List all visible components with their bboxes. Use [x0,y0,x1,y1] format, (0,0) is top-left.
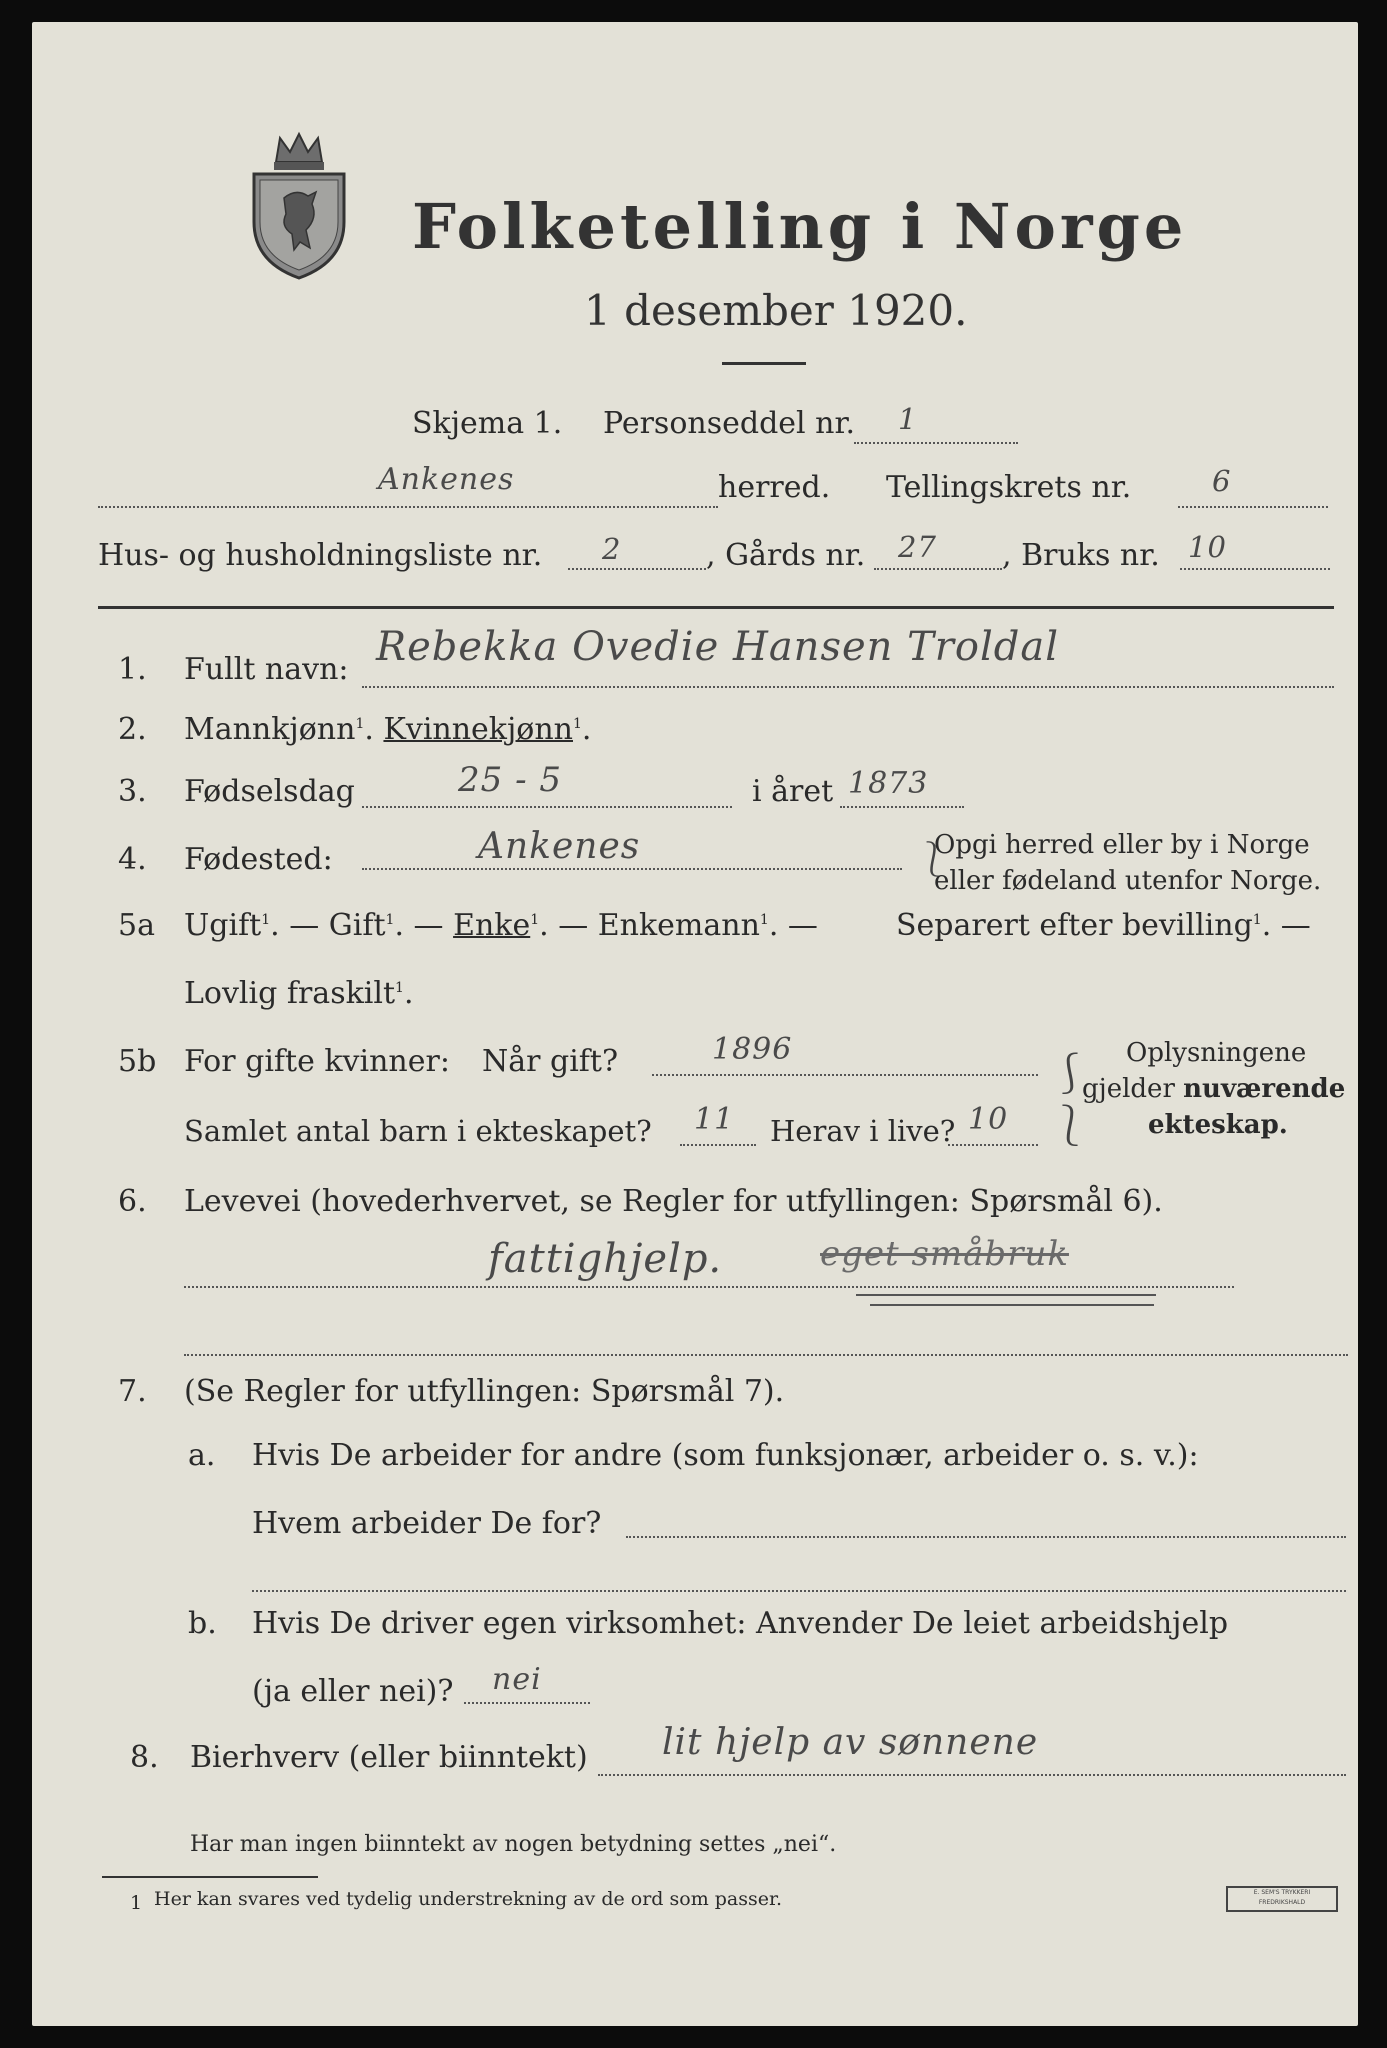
birth-date-value[interactable]: 25 - 5 [458,760,562,800]
option-enke[interactable]: Enke [453,908,531,943]
occupation-struck-value: eget småbruk [820,1234,1069,1274]
personseddel-value[interactable]: 1 [898,402,918,436]
q6-label: Levevei (hovederhvervet, se Regler for utfyllingen: Spørsmål 6). [184,1184,1163,1219]
herred-label: herred. [718,470,831,505]
q5a-number: 5a [118,908,155,943]
q6-dots-2 [184,1354,1348,1356]
q4-note-line1: Opgi herred eller by i Norge [934,830,1310,860]
gards-value[interactable]: 27 [898,530,937,564]
q6-underline-1 [856,1294,1156,1296]
census-date: 1 desember 1920. [584,286,968,335]
married-when-dots [652,1074,1038,1076]
title-divider [722,362,806,365]
option-fraskilt-wrap: Lovlig fraskilt$^1$. [184,976,414,1011]
q3-number: 3. [118,774,147,809]
bruks-value[interactable]: 10 [1188,530,1227,564]
herred-dots [98,506,718,508]
q7a-text: Hvis De arbeider for andre (som funksjonær, arbeider o. s. v.): [252,1438,1199,1473]
children-label: Samlet antal barn i ekteskapet? [184,1114,652,1148]
q3-label: Fødselsdag [184,774,355,809]
personseddel-label: Personseddel nr. [603,406,856,441]
footer-note: Har man ingen biinntekt av nogen betydning settes „nei“. [190,1832,837,1857]
q7b-dots [464,1702,590,1704]
year-label: i året [752,774,834,809]
gards-label: , Gårds nr. [706,538,866,573]
q4-label: Fødested: [184,842,333,877]
children-dots [680,1144,756,1146]
q5b-note-line3: ekteskap. [1148,1110,1288,1140]
q7a-number: a. [188,1438,216,1473]
tellingskrets-dots [1178,506,1328,508]
hus-value[interactable]: 2 [602,532,622,566]
header-separator [98,606,1334,609]
q5b-number: 5b [118,1044,157,1079]
q7-label: (Se Regler for utfyllingen: Spørsmål 7). [184,1374,785,1409]
census-form [32,22,1358,2026]
option-gift[interactable]: Gift [328,908,386,943]
alive-value[interactable]: 10 [968,1102,1009,1137]
q7b-text: Hvis De driver egen virksomhet: Anvender De leiet arbeidshjelp [252,1606,1229,1641]
q7b-number: b. [188,1606,217,1641]
q2-number: 2. [118,712,147,747]
q7a-dots-1 [626,1536,1346,1538]
q4-dots [362,868,902,870]
form-title: Folketelling i Norge [412,190,1188,263]
q6-dots-1 [184,1286,1234,1288]
herred-value[interactable]: Ankenes [378,462,515,497]
alive-dots [948,1144,1038,1146]
coat-of-arms-icon [246,130,352,280]
footnote-text: Her kan svares ved tydelig understrekning av de ord som passer. [154,1888,783,1910]
q7b-question: (ja eller nei)? [252,1674,454,1709]
q5b-label: For gifte kvinner: [184,1044,450,1079]
q5b-brace-bottom: ⎱ [1050,1103,1090,1149]
q5b-note-line1: Oplysningene [1126,1038,1307,1068]
q8-dots [598,1774,1346,1776]
printer-stamp: E. SEM'S TRYKKERI FREDRIKSHALD [1226,1886,1338,1912]
tellingskrets-value[interactable]: 6 [1212,464,1232,498]
year-dots [840,806,964,808]
birthplace-value[interactable]: Ankenes [478,826,641,867]
option-mannkjonn[interactable]: Mannkjønn [184,712,356,747]
married-when-label: Når gift? [482,1044,619,1079]
footnote-rule [102,1876,318,1878]
children-value[interactable]: 11 [694,1102,735,1137]
option-enkemann[interactable]: Enkemann [597,908,760,943]
bruks-dots [1180,568,1330,570]
alive-label: Herav i live? [770,1114,956,1148]
q4-note-line2: eller fødeland utenfor Norge. [934,866,1322,896]
q7-number: 7. [118,1374,147,1409]
tellingskrets-label: Tellingskrets nr. [886,470,1132,505]
q8-number: 8. [130,1740,159,1775]
personseddel-dots [854,442,1018,444]
hus-dots [568,568,706,570]
q2-options: Mannkjønn$^1$. Kvinnekjønn$^1$. [184,712,592,747]
full-name-value[interactable]: Rebekka Ovedie Hansen Troldal [376,624,1060,670]
q1-number: 1. [118,652,147,687]
option-separert[interactable]: Separert efter bevilling [896,908,1253,943]
q6-number: 6. [118,1184,147,1219]
option-separert-wrap: Separert efter bevilling$^1$. — [896,908,1311,943]
q5b-brace-top: ⎰ [1050,1051,1090,1097]
q1-label: Fullt navn: [184,652,349,687]
q8-label: Bierhverv (eller biinntekt) [190,1740,588,1775]
q3-dots [362,806,732,808]
birth-year-value[interactable]: 1873 [848,766,929,801]
bruks-label: , Bruks nr. [1002,538,1160,573]
footnote-number: 1 [130,1892,143,1914]
married-year-value[interactable]: 1896 [712,1032,793,1067]
employs-help-value[interactable]: nei [492,1662,542,1697]
q4-brace: ⎱ [916,840,950,880]
q6-underline-2 [870,1304,1154,1306]
q1-dots [362,686,1334,688]
option-fraskilt[interactable]: Lovlig fraskilt [184,976,396,1011]
option-ugift[interactable]: Ugift [184,908,262,943]
gards-dots [874,568,1002,570]
option-kvinnekjonn[interactable]: Kvinnekjønn [383,712,573,747]
q5b-note-line2: gjelder nuværende [1082,1074,1346,1104]
q7a-dots-2 [252,1590,1346,1592]
q7a-question: Hvem arbeider De for? [252,1506,602,1541]
q4-number: 4. [118,842,147,877]
side-income-value[interactable]: lit hjelp av sønnene [662,1722,1039,1763]
q5a-options: Ugift$^1$. — Gift$^1$. — Enke$^1$. — Enkemann$^1$. — [184,908,818,943]
skjema-label: Skjema 1. [412,406,563,441]
hus-label: Hus- og husholdningsliste nr. [98,538,543,573]
occupation-value[interactable]: fattighjelp. [488,1236,723,1282]
